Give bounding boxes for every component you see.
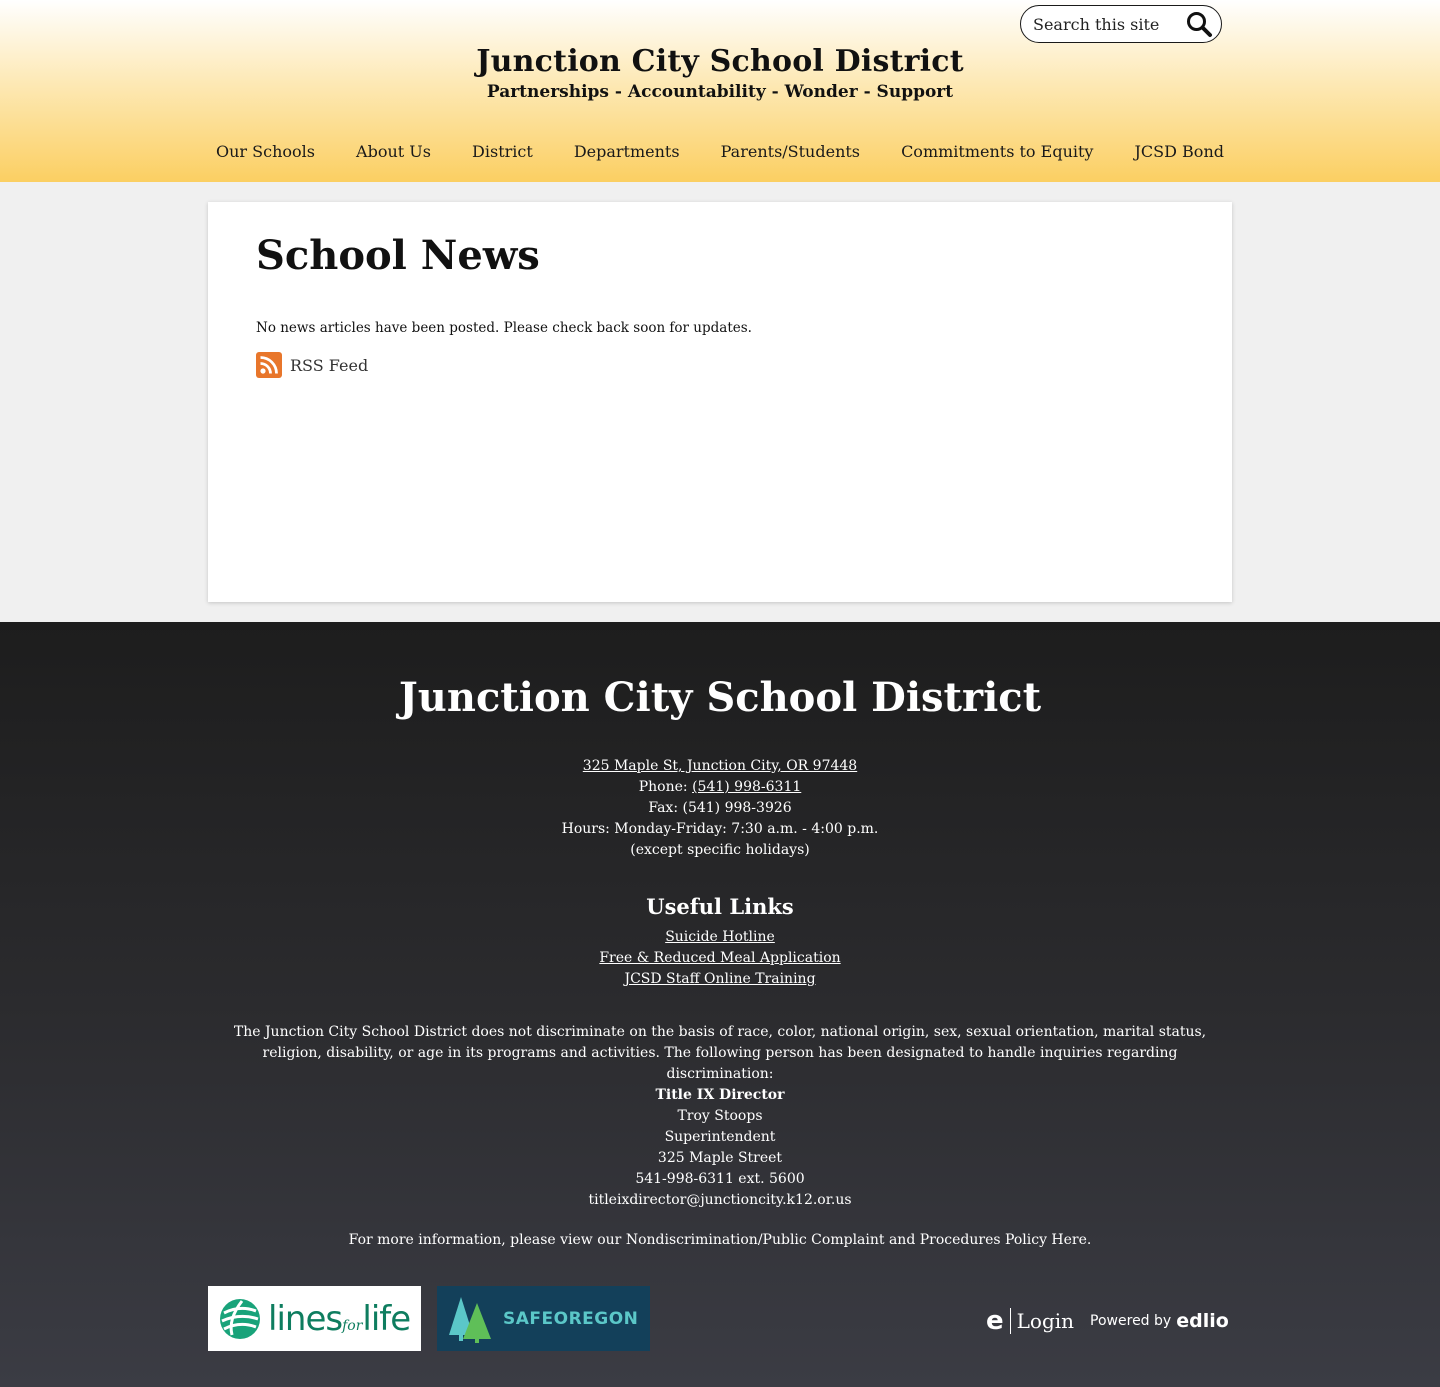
login-link[interactable]: Login [1016,1309,1075,1333]
nav-district[interactable]: District [472,142,533,161]
edlio-e-icon: e [986,1306,1004,1336]
nav-parents-students[interactable]: Parents/Students [720,142,861,161]
nav-commitments-to-equity[interactable]: Commitments to Equity [901,142,1094,161]
edlio-logo[interactable]: edlio [1176,1310,1229,1332]
search-box[interactable] [1020,5,1222,43]
footer-phone-link[interactable]: (541) 998-6311 [692,779,802,795]
no-news-message: No news articles have been posted. Please check back soon for updates. [256,320,752,336]
policy-link[interactable]: For more information, please view our Nondiscrimination/Public Complaint and Procedures Policy Here. [348,1232,1092,1248]
footer-address-link[interactable]: 325 Maple St, Junction City, OR 97448 [582,758,858,774]
rss-feed-link[interactable] [256,352,368,378]
site-header [0,0,1440,182]
footer-title: Junction City School District [398,674,1042,721]
lines-for-life-logo[interactable] [208,1286,421,1351]
rss-feed-label: RSS Feed [290,355,369,375]
more-info [0,1232,1440,1248]
globe-icon [218,1297,262,1341]
phone-label: Phone: [638,779,688,795]
title-ix-heading: Title IX Director [655,1087,785,1103]
title-ix-street: 325 Maple Street [657,1150,783,1166]
main-nav [208,140,1232,163]
footer-hours-note: (except specific holidays) [630,842,810,858]
login-divider [1010,1308,1011,1334]
site-title[interactable]: Junction City School District [476,44,964,79]
nav-jcsd-bond[interactable]: JCSD Bond [1134,142,1224,161]
meal-application-link[interactable]: Free & Reduced Meal Application [599,950,841,966]
title-ix-name: Troy Stoops [677,1108,763,1124]
footer-fax: Fax: (541) 998-3926 [648,800,792,816]
useful-links-list [0,927,1440,990]
search-icon[interactable] [1185,10,1213,38]
search-input[interactable] [1033,15,1183,34]
site-tagline: Partnerships - Accountability - Wonder - Support [486,82,954,102]
safeoregon-logo[interactable] [437,1286,650,1351]
rss-icon [256,352,282,378]
lines-for-life-wordmark: linesforlife [268,1298,411,1339]
nondiscrimination-statement: The Junction City School District does not discriminate on the basis of race, color, national origin, sex, sexual orientation, marital status, religion, disability, or age in its programs and activities. The following person has been designated to handle inquiries regarding discrimination: [233,1024,1207,1082]
title-ix-phone: 541-998-6311 ext. 5600 [635,1171,805,1187]
safeoregon-wordmark: SAFEOREGON [503,1308,639,1329]
login-area [986,1306,1229,1336]
staff-training-link[interactable]: JCSD Staff Online Training [624,971,816,987]
trees-icon [447,1295,497,1343]
suicide-hotline-link[interactable]: Suicide Hotline [665,929,775,945]
nav-our-schools[interactable]: Our Schools [216,142,315,161]
title-ix-role: Superintendent [664,1129,776,1145]
news-card [208,202,1232,602]
footer-contact [0,756,1440,861]
title-ix-contact [0,1085,1440,1211]
powered-by-label: Powered by [1090,1313,1172,1329]
footer-hours: Hours: Monday-Friday: 7:30 a.m. - 4:00 p.m. [561,821,879,837]
nav-about-us[interactable]: About Us [356,142,431,161]
site-footer [0,622,1440,1387]
nav-departments[interactable]: Departments [573,142,680,161]
useful-links-title: Useful Links [646,894,794,919]
title-ix-email: titleixdirector@junctioncity.k12.or.us [588,1192,852,1208]
page-title: School News [256,232,540,279]
